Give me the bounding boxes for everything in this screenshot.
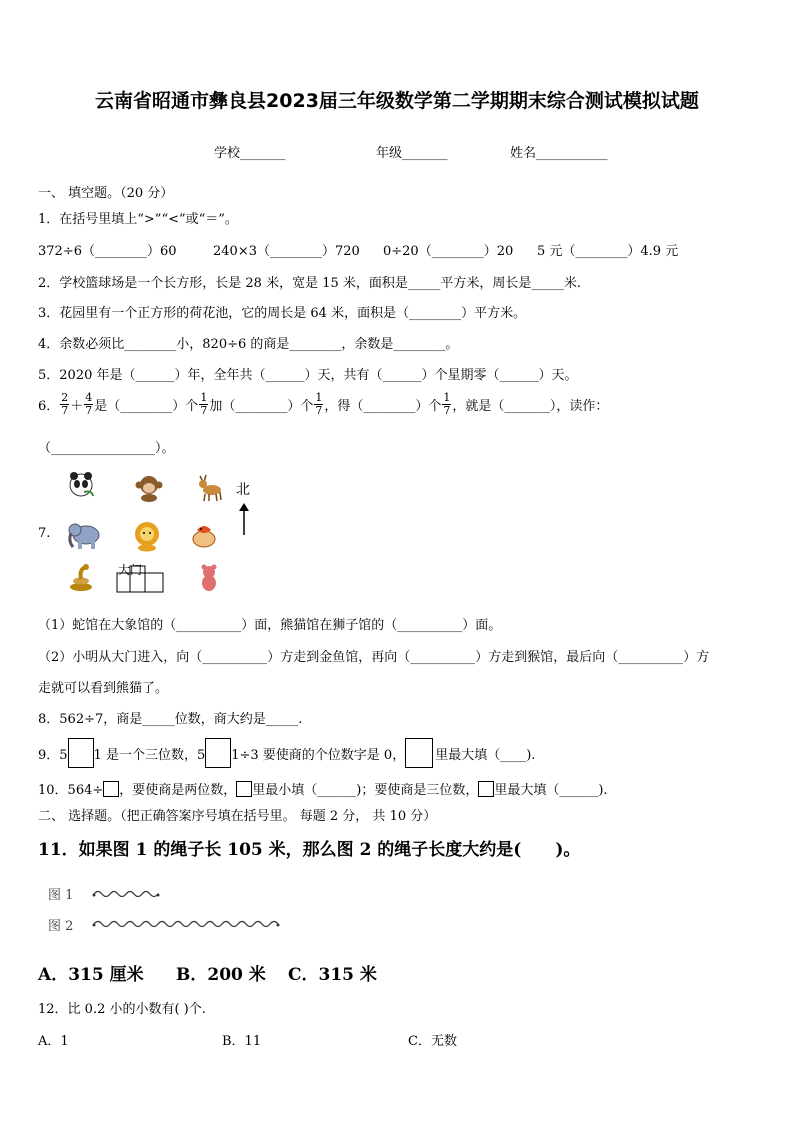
elephant-icon	[66, 520, 102, 550]
fraction-denominator: 7	[61, 404, 69, 417]
q10-part-c: 里最小填（______)；要使商是三位数，	[252, 783, 479, 798]
q1-item-3: 0÷20（________）20	[383, 244, 514, 259]
section-2-heading: 二、 选择题。（把正确答案序号填在括号里。 每题 2 分， 共 10 分）	[38, 809, 437, 824]
q7-sub-1: （1）蛇馆在大象馆的（__________）面，熊猫馆在狮子馆的（__________）面。	[38, 618, 502, 633]
rope-figure-1	[92, 888, 162, 900]
page-title: 云南省昭通市彝良县2023届三年级数学第二学期期末综合测试模拟试题	[95, 90, 699, 112]
q6-part-1: 是（________）个	[94, 399, 199, 414]
figure-1-label: 图 1	[48, 888, 74, 903]
question-12: 12．比 0.2 小的小数有( )个.	[38, 1002, 206, 1017]
q1-item-1: 372÷6（________）60	[38, 244, 177, 259]
q10-part-d: 里最大填（______).	[494, 783, 608, 798]
q7-sub-2-cont: 走就可以看到熊猫了。	[38, 681, 169, 696]
answer-box[interactable]	[236, 781, 252, 797]
gate-label: 大门	[118, 563, 143, 577]
fraction-denominator: 7	[443, 404, 451, 417]
question-4: 4．余数必须比________小，820÷6 的商是________，余数是________。	[38, 337, 459, 352]
question-6	[38, 392, 608, 417]
q6-part-4: ，就是（_______），读作：	[452, 399, 609, 414]
q1-item-4: 5 元（________）4.9 元	[537, 244, 679, 259]
fraction-4-7	[84, 392, 93, 417]
grade-field: 年级_______	[376, 146, 448, 161]
answer-box[interactable]	[205, 738, 231, 768]
section-1-heading: 一、 填空题。（20 分）	[38, 186, 174, 201]
question-3: 3．花园里有一个正方形的荷花池，它的周长是 64 米，面积是（________）平方米。	[38, 306, 527, 321]
north-label: 北	[236, 482, 250, 498]
q10-part-a: 10．564÷	[38, 783, 104, 798]
snake-icon	[66, 563, 96, 593]
gate-icon	[116, 563, 164, 593]
q11-option-c: C．315 米	[288, 965, 377, 985]
fraction-1-7	[199, 392, 208, 417]
fraction-denominator: 7	[85, 404, 93, 417]
fraction-2-7	[60, 392, 69, 417]
question-9	[38, 738, 535, 768]
q12-option-a: A．1	[38, 1034, 69, 1049]
deer-icon	[194, 472, 224, 502]
panda-icon	[66, 470, 96, 500]
plus-sign: ＋	[70, 399, 84, 414]
fraction-numerator: 1	[200, 391, 208, 404]
answer-box[interactable]	[103, 781, 119, 797]
goldfish-icon	[189, 520, 219, 550]
question-11: 11．如果图 1 的绳子长 105 米，那么图 2 的绳子长度大约是( )。	[38, 840, 581, 860]
q1-item-2: 240×3（________）720	[213, 244, 360, 259]
q6-number: 6．	[38, 399, 60, 414]
name-field: 姓名___________	[510, 146, 608, 161]
question-10	[38, 779, 608, 798]
q6-part-2: 加（________）个	[209, 399, 314, 414]
q9-part-a: 9．5	[38, 747, 68, 763]
fraction-denominator: 7	[315, 404, 323, 417]
school-field: 学校_______	[214, 146, 286, 161]
lion-icon	[131, 520, 163, 552]
fraction-numerator: 1	[315, 391, 323, 404]
q12-option-c: C．无数	[408, 1034, 457, 1049]
rope-figure-2	[92, 918, 284, 930]
bear-icon	[194, 562, 224, 592]
question-7-number: 7.	[38, 526, 51, 541]
question-8: 8．562÷7，商是_____位数，商大约是_____.	[38, 712, 303, 727]
fraction-denominator: 7	[200, 404, 208, 417]
figure-2-label: 图 2	[48, 919, 74, 934]
q6-part-3: ，得（________）个	[324, 399, 442, 414]
monkey-icon	[134, 472, 164, 502]
fraction-numerator: 1	[443, 391, 451, 404]
q9-part-b: 1 是一个三位数，5	[93, 747, 206, 763]
q10-part-b: ，要使商是两位数，	[119, 783, 237, 798]
q12-option-b: B．11	[222, 1034, 262, 1049]
question-1: 1．在括号里填上“>”“<”或“＝”。	[38, 212, 238, 227]
answer-box[interactable]	[405, 738, 433, 768]
q11-option-a: A．315 厘米	[38, 965, 144, 985]
fraction-numerator: 2	[61, 391, 69, 404]
answer-box[interactable]	[68, 738, 94, 768]
fraction-numerator: 4	[85, 391, 93, 404]
q7-sub-2: （2）小明从大门进入，向（__________）方走到金鱼馆，再向（__________）方走到猴馆，最后向（__________）方	[38, 650, 710, 665]
q6-line-2: （________________）。	[38, 441, 175, 456]
question-5: 5．2020 年是（______）年，全年共（______）天，共有（______）个星期零（______）天。	[38, 368, 578, 383]
q9-part-c: 1÷3 要使商的个位数字是 0，	[231, 747, 406, 763]
question-2: 2．学校篮球场是一个长方形，长是 28 米，宽是 15 米，面积是_____平方米，周长是_____米.	[38, 276, 582, 291]
north-arrow-icon	[238, 502, 250, 536]
q11-option-b: B．200 米	[176, 965, 266, 985]
fraction-1-7	[314, 392, 323, 417]
q9-part-d: 里最大填（____).	[435, 747, 536, 763]
fraction-1-7	[442, 392, 451, 417]
answer-box[interactable]	[478, 781, 494, 797]
